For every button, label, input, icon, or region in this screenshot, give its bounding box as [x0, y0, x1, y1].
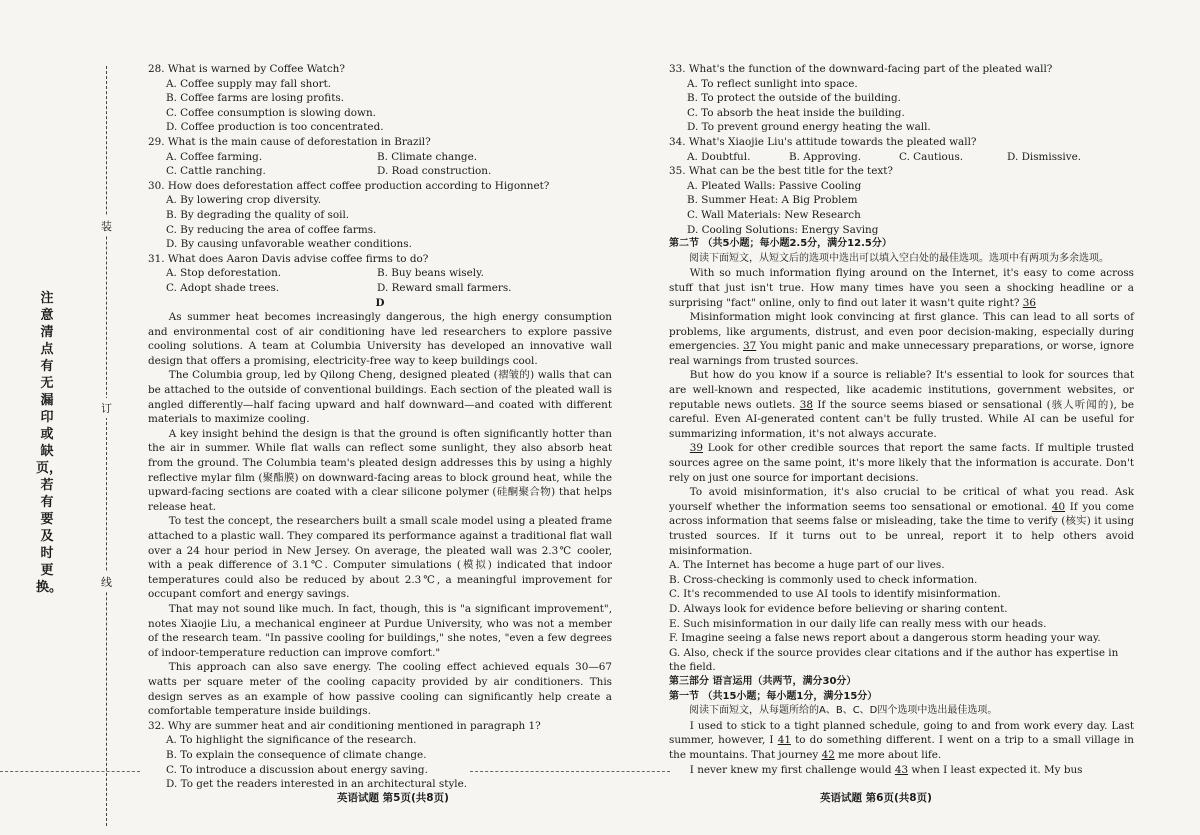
bottom-divider-left	[0, 771, 140, 772]
option: D. By causing unfavorable weather conditions.	[166, 238, 412, 251]
question-28	[148, 62, 612, 135]
question-stem: 28. What is warned by Coffee Watch?	[148, 63, 345, 75]
paragraph: That may not sound like much. In fact, though, this is "a significant improvement", notes Xiaojie Liu, a mechanical engineer at Purdue University, who was not a member of the research team. "In passive cooling for buildings," she notes, "even a few degrees of indoor-temperature reduction can improve comfort."	[148, 602, 612, 659]
paragraph: To test the concept, the researchers built a small scale model using a pleated frame attached to a plastic wall. They compared its performance against a traditional flat wall over a 24 hour period in New Jersey. On average, the pleated wall was 2.3℃ cooler, with a peak difference of 3.1℃. Computer simulations (模拟) indicated that indoor temperatures could also be reduced by about 2.3℃, a meaningful improvement for occupant comfort and energy savings.	[148, 515, 612, 601]
text: I used to stick to a tight planned schedule, going to and from work every day. Last summer, however, I	[669, 719, 1134, 747]
story-passage	[669, 719, 1134, 777]
blank-40: 40	[1051, 500, 1066, 513]
part-heading: 第三部分 语言运用（共两节，满分30分）	[669, 675, 857, 687]
text: I never knew my first challenge would	[689, 763, 892, 776]
option: D. To get the readers interested in an architectural style.	[166, 778, 468, 791]
option: A. Coffee supply may fall short.	[166, 77, 332, 90]
section-heading: 第二节 （共5小题；每小题2.5分，满分12.5分）	[669, 238, 892, 250]
paragraph	[669, 266, 1134, 310]
question-stem: 35. What can be the best title for the text?	[669, 165, 893, 178]
binding-mark-zhuang: 装	[101, 216, 112, 236]
text: With so much information flying around on the Internet, it's easy to come across stuff that just isn't true. How many times have you seen a shocking headline or a surprising "fact" online, only to find out later it wasn't quite right?	[669, 267, 1134, 309]
paragraph	[669, 441, 1134, 485]
option: A. By lowering crop diversity.	[166, 194, 322, 207]
option: D. Coffee production is too concentrated.	[166, 121, 384, 134]
option: C. Wall Materials: New Research	[687, 208, 861, 221]
option: F. Imagine seeing a false news report about a dangerous storm heading your way.	[669, 632, 1101, 645]
cloze-options	[669, 558, 1134, 675]
option: A. The Internet has become a huge part of our lives.	[669, 559, 945, 572]
paragraph: The Columbia group, led by Qilong Cheng, designed pleated (褶皱的) walls that can be attached to the outside of conventional buildings. Each section of the pleated wall is angled differently—half facing upward and half downward—and coated with different materials to maximize cooling.	[148, 369, 612, 426]
blank-39: 39	[689, 442, 704, 455]
text: Look for other credible sources that report the same facts. If multiple trusted sources agree on the same point, it's more likely that the information is accurate. Don't rely on just one source for important decisions.	[669, 442, 1135, 484]
option: B. To explain the consequence of climate change.	[166, 748, 427, 761]
binding-mark-ding: 订	[101, 398, 112, 418]
question-34	[669, 135, 1134, 164]
option: B. To protect the outside of the building.	[687, 92, 901, 105]
option: B. Summer Heat: A Big Problem	[687, 194, 858, 207]
paragraph: As summer heat becomes increasingly dangerous, the high energy consumption and environmental cost of air conditioning have led researchers to explore passive cooling solutions. A team at Columbia University has developed an innovative wall design that offers a promising, electricity-free way to keep buildings cool.	[148, 311, 612, 367]
page-footer-left: 英语试题 第5页(共8页)	[337, 792, 449, 804]
option: C. To introduce a discussion about energy saving.	[166, 763, 428, 776]
option: B. Buy beans wisely.	[377, 267, 484, 280]
option: D. Dismissive.	[1007, 150, 1082, 163]
paragraph	[669, 719, 1134, 763]
question-stem: 30. How does deforestation affect coffee production according to Higonnet?	[148, 179, 550, 192]
option: A. Stop deforestation.	[166, 267, 282, 280]
question-stem: 29. What is the main cause of deforestation in Brazil?	[148, 135, 431, 148]
question-stem: 33. What's the function of the downward-facing part of the pleated wall?	[669, 63, 1053, 75]
question-stem: 32. Why are summer heat and air conditioning mentioned in paragraph 1?	[148, 719, 541, 732]
option: C. Cautious.	[899, 150, 964, 163]
option: D. Always look for evidence before believing or sharing content.	[669, 602, 1008, 615]
blank-36: 36	[1022, 296, 1036, 309]
option: C. Adopt shade trees.	[166, 281, 280, 294]
option: A. Pleated Walls: Passive Cooling	[687, 179, 862, 192]
text: If you come across information that seems false or misleading, take the time to verify (核实) it using trusted sources. If it turns out to be unreal, report it to help others avoid misinformation.	[669, 500, 1134, 557]
option: A. To highlight the significance of the research.	[166, 734, 417, 747]
question-29	[148, 135, 612, 179]
option: E. Such misinformation in our daily life can really mess with our heads.	[669, 617, 1047, 630]
option: C. Coffee consumption is slowing down.	[166, 106, 376, 119]
blank-38: 38	[799, 398, 813, 411]
passage-d	[148, 310, 612, 719]
option: B. By degrading the quality of soil.	[166, 208, 350, 221]
question-31	[148, 252, 612, 296]
right-column	[669, 62, 1134, 777]
blank-37: 37	[743, 340, 757, 353]
option: B. Cross-checking is commonly used to check information.	[669, 573, 978, 586]
section-heading-d: D	[375, 296, 385, 309]
option: C. By reducing the area of coffee farms.	[166, 223, 377, 236]
option: G. Also, check if the source provides clear citations and if the author has expertise in the field.	[669, 646, 1119, 674]
option: A. To reflect sunlight into space.	[687, 77, 858, 90]
text: when I least expected it. My bus	[911, 763, 1083, 776]
option: D. Cooling Solutions: Energy Saving	[687, 223, 879, 236]
question-stem: 31. What does Aaron Davis advise coffee firms to do?	[148, 252, 429, 265]
question-33	[669, 62, 1134, 135]
question-35	[669, 164, 1134, 237]
text: me more about life.	[838, 748, 942, 761]
blank-43: 43	[894, 763, 909, 776]
text: Misinformation might look convincing at first glance. This can lead to all sorts of problems, like arguments, distrust, and even poor decision-making, especially during emergencies.	[669, 311, 1134, 353]
option: D. Road construction.	[377, 165, 492, 178]
blank-41: 41	[777, 734, 791, 747]
text: But how do you know if a source is reliable? It's essential to look for sources that are well-known and respected, like academic institutions, government websites, or reputable news outlets.	[669, 369, 1134, 411]
text: You might panic and make unnecessary preparations, or worse, ignore real warnings from trusted sources.	[669, 340, 1134, 367]
paragraph: A key insight behind the design is that the ground is often significantly hotter than the air in summer. While flat walls can reflect some sunlight, they also absorb heat from the ground. The Columbia team's pleated design addresses this by using a highly reflective mylar film (聚酯膜) on downward-facing areas to block ground heat, while the upward-facing sections are coated with a clear silicone polymer (硅酮聚合物) that helps release heat.	[148, 427, 612, 513]
option: B. Coffee farms are losing profits.	[166, 92, 345, 105]
paragraph: This approach can also save energy. The cooling effect achieved equals 30—67 watts per square meter of the cooling capacity provided by air conditioners. This design serves as an example of how passive cooling can significantly help create a comfortable temperature inside buildings.	[148, 661, 612, 718]
paragraph	[669, 763, 1134, 778]
paragraph	[669, 485, 1134, 558]
option: B. Climate change.	[377, 150, 478, 163]
paragraph	[669, 368, 1134, 441]
text: to do something different. I went on a trip to a small village in the mountains. That journey	[669, 734, 1134, 761]
text: If the source seems biased or sensational (骇人听闻的), be careful. Even AI-generated content can't be fully trusted. While AI can be useful for summarizing information, it's not always accurate.	[669, 398, 1134, 440]
cloze-passage	[669, 266, 1134, 558]
left-column	[148, 62, 612, 792]
question-30	[148, 179, 612, 252]
binding-line	[106, 66, 107, 826]
side-notice: 注意清点有无漏印或缺页，若有要及时更换。	[36, 291, 63, 595]
option: A. Coffee farming.	[166, 150, 263, 163]
option: D. Reward small farmers.	[377, 281, 512, 294]
text: To avoid misinformation, it's also crucial to be critical of what you read. Ask yourself whether the information seems too sensational or emotional.	[669, 486, 1134, 513]
section-heading: 第一节 （共15小题；每小题1分，满分15分）	[669, 690, 878, 702]
paragraph	[669, 310, 1134, 368]
question-stem: 34. What's Xiaojie Liu's attitude towards the pleated wall?	[669, 135, 977, 148]
option: C. Cattle ranching.	[166, 165, 266, 178]
instructions: 阅读下面短文，从每题所给的A、B、C、D四个选项中选出最佳选项。	[689, 705, 998, 717]
option: A. Doubtful.	[687, 150, 751, 163]
page-footer-right: 英语试题 第6页(共8页)	[820, 792, 932, 804]
binding-mark-xian: 线	[101, 572, 112, 592]
instructions: 阅读下面短文，从短文后的选项中选出可以填入空白处的最佳选项。选项中有两项为多余选项。	[689, 252, 1109, 264]
option: D. To prevent ground energy heating the wall.	[687, 121, 931, 134]
option: B. Approving.	[789, 150, 862, 163]
question-32	[148, 719, 612, 792]
option: C. It's recommended to use AI tools to identify misinformation.	[669, 588, 1001, 601]
option: C. To absorb the heat inside the building.	[687, 106, 905, 119]
blank-42: 42	[821, 748, 835, 761]
